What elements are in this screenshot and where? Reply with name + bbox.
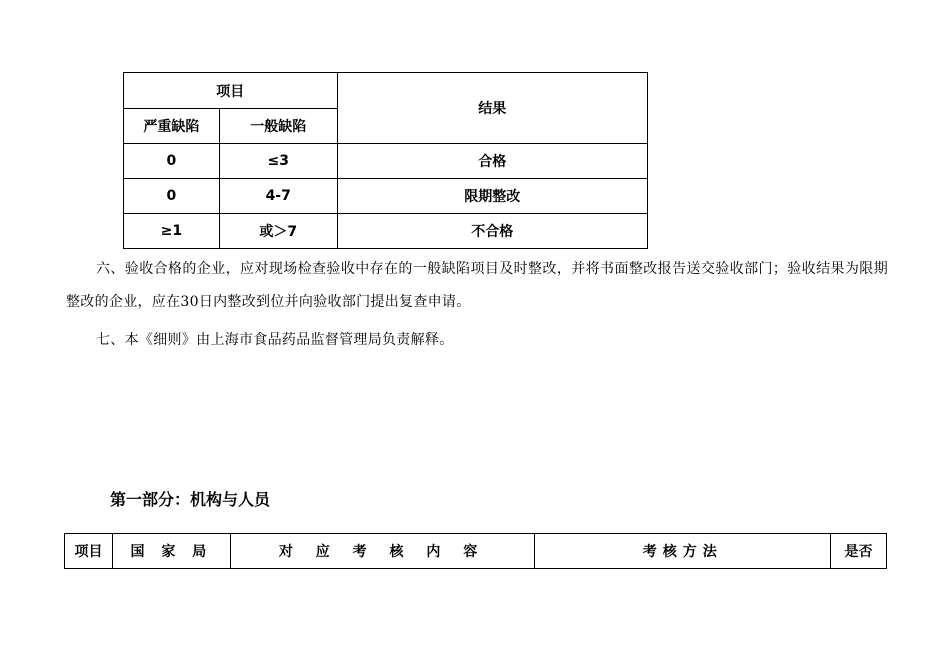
general-defect-value: 4-7 xyxy=(219,179,337,214)
header-item-cell: 项目 xyxy=(124,73,338,109)
assessment-header-table xyxy=(64,533,887,569)
serious-defect-value: 0 xyxy=(124,179,220,214)
header-assessment-content: 对 应 考 核 内 容 xyxy=(230,534,535,569)
general-defect-value: 或＞7 xyxy=(219,214,337,249)
paragraph-six: 六、验收合格的企业，应对现场检查验收中存在的一般缺陷项目及时整改，并将书面整改报告送交验收部门；验收结果为限期整改的企业，应在30日内整改到位并向验收部门提出复查申请。 xyxy=(66,261,888,310)
section-title: 第一部分：机构与人员 xyxy=(110,490,271,509)
paragraph-seven: 七、本《细则》由上海市食品药品监督管理局负责解释。 xyxy=(96,332,454,348)
result-value: 限期整改 xyxy=(337,179,647,214)
header-yes-no: 是否 xyxy=(831,534,887,569)
general-defect-value: ≤3 xyxy=(219,144,337,179)
result-value: 不合格 xyxy=(337,214,647,249)
acceptance-result-table xyxy=(123,72,648,249)
header-general-defect-cell: 一般缺陷 xyxy=(219,109,337,144)
table-row xyxy=(124,144,648,179)
header-result-cell: 结果 xyxy=(337,73,647,144)
serious-defect-value: 0 xyxy=(124,144,220,179)
header-item: 项目 xyxy=(65,534,113,569)
table-row xyxy=(124,214,648,249)
header-assessment-method: 考核方法 xyxy=(535,534,831,569)
header-serious-defect-cell: 严重缺陷 xyxy=(124,109,220,144)
serious-defect-value: ≥1 xyxy=(124,214,220,249)
header-national-bureau: 国 家 局 xyxy=(112,534,230,569)
result-value: 合格 xyxy=(337,144,647,179)
table-row xyxy=(124,179,648,214)
